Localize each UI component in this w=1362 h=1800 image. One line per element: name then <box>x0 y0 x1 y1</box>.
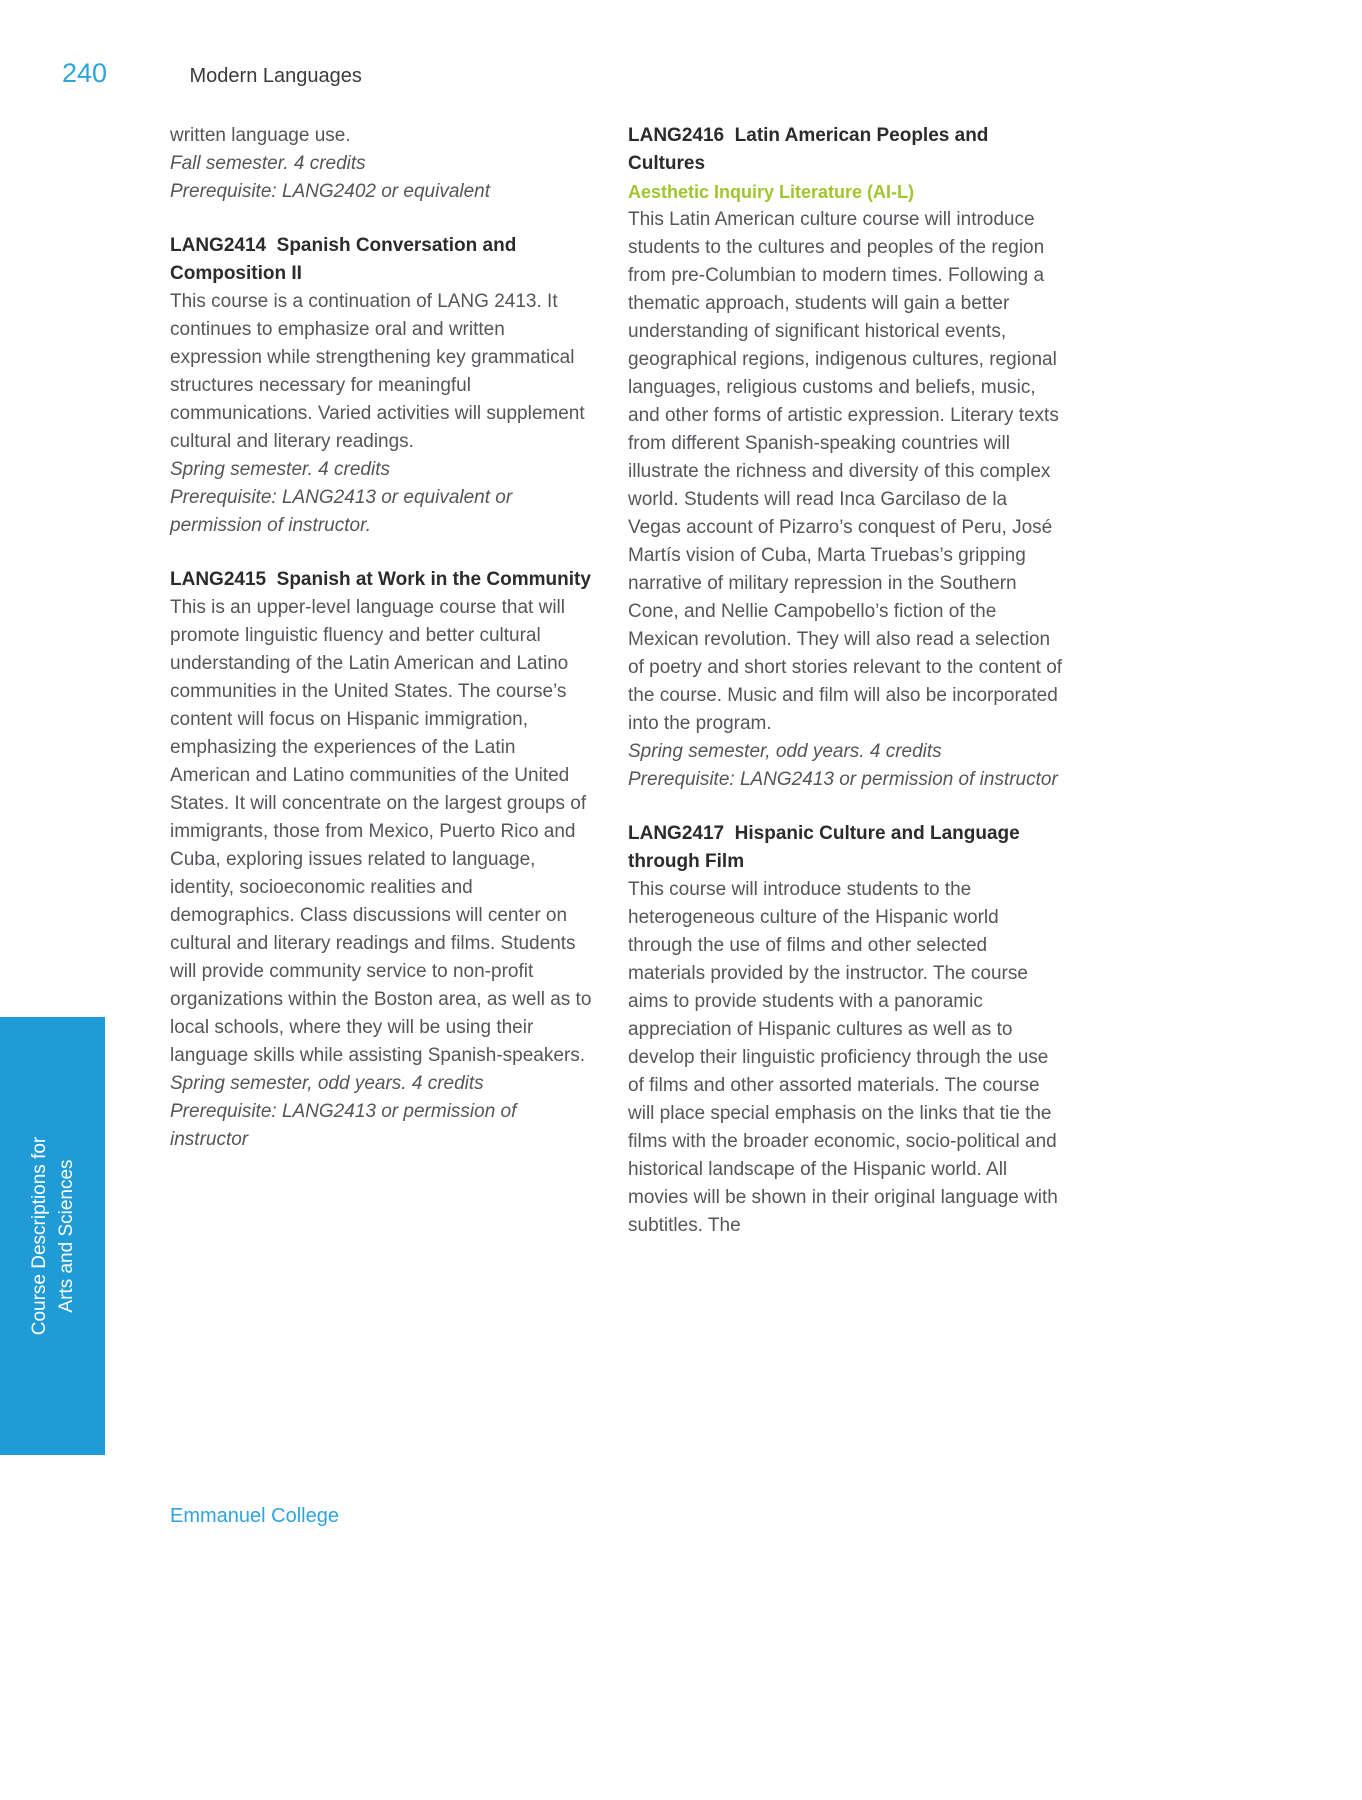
course-description: This course will introduce students to the heterogeneous culture of the Hispanic world through the use of films and other selected materials provided by the instructor. The course aims to provide students with a panoramic appreciation of Hispanic cultures as well as to develop their linguistic proficiency through the use of films and other assorted materials. The course will place special emphasis on the links that tie the films with the broader economic, socio-political and historical landscape of the Hispanic world. All movies will be shown in their original language with subtitles. The <box>628 879 1058 1236</box>
sidebar-label-line2: Arts and Sciences <box>55 1159 77 1313</box>
course-meta-line: Spring semester. 4 credits <box>170 459 390 480</box>
sidebar-tab <box>0 1017 105 1455</box>
course-description: This Latin American culture course will introduce students to the cultures and peoples of the region from pre-Columbian to modern times. Following a thematic approach, students will gain a better understanding of significant historical events, geographical regions, indigenous cultures, regional languages, religious customs and beliefs, music, and other forms of artistic expression. Literary texts from different Spanish-speaking countries will illustrate the richness and diversity of this complex world. Students will read Inca Garcilaso de la Vegas account of Pizarro’s conquest of Peru, José Martís vision of Cuba, Marta Truebas’s gripping narrative of military repression in the Southern Cone, and Nellie Campobello’s fiction of the Mexican revolution. They will also read a selection of poetry and short stories relevant to the content of the course. Music and film will also be incorporated into the program. <box>628 209 1063 734</box>
course-attribute-tag: Aesthetic Inquiry Literature (AI-L) <box>628 182 915 202</box>
course-meta-line: Prerequisite: LANG2413 or equivalent or permission of instructor. <box>170 487 513 536</box>
course-title: LANG2417 Hispanic Culture and Language through Film <box>628 823 1025 872</box>
sidebar-label-line1: Course Descriptions for <box>28 1136 50 1336</box>
course-description: This is an upper-level language course that will promote linguistic fluency and better cultural understanding of the Latin American and Latino communities in the United States. The course’s content will focus on Hispanic immigration, emphasizing the experiences of the Latin American and Latino communities of the United States. It will concentrate on the largest groups of immigrants, those from Mexico, Puerto Rico and Cuba, exploring issues related to language, identity, socioeconomic realities and demographics. Class discussions will center on cultural and literary readings and films. Students will provide community service to non-profit organizations within the Boston area, as well as to local schools, where they will be using their language skills while assisting Spanish-speakers. <box>170 597 592 1066</box>
course-meta-line: Prerequisite: LANG2413 or permission of instructor <box>628 769 1058 790</box>
section-title: Modern Languages <box>189 65 362 87</box>
course-title: LANG2416 Latin American Peoples and Cultures <box>628 125 994 174</box>
course-description: This course is a continuation of LANG 2413. It continues to emphasize oral and written expression while strengthening key grammatical structures necessary for meaningful communications. Varied activities will supplement cultural and literary readings. <box>170 291 585 452</box>
course-title: LANG2415 Spanish at Work in the Community <box>170 569 591 590</box>
footer-college-name: Emmanuel College <box>170 1505 339 1527</box>
page-footer <box>170 1505 339 1528</box>
page-number: 240 <box>62 58 108 88</box>
course-meta-line: Fall semester. 4 credits <box>170 153 366 174</box>
left-column <box>170 122 594 1154</box>
course-meta-line: Prerequisite: LANG2402 or equivalent <box>170 181 491 202</box>
sidebar-label <box>26 1137 80 1336</box>
course-title: LANG2414 Spanish Conversation and Composition II <box>170 235 522 284</box>
course-meta-line: Spring semester, odd years. 4 credits <box>628 741 942 762</box>
course-meta-line: Spring semester, odd years. 4 credits <box>170 1073 484 1094</box>
course-description: written language use. <box>170 125 351 146</box>
page-header <box>62 58 962 89</box>
right-column <box>628 122 1064 1240</box>
course-meta-line: Prerequisite: LANG2413 or permission of instructor <box>170 1101 517 1150</box>
